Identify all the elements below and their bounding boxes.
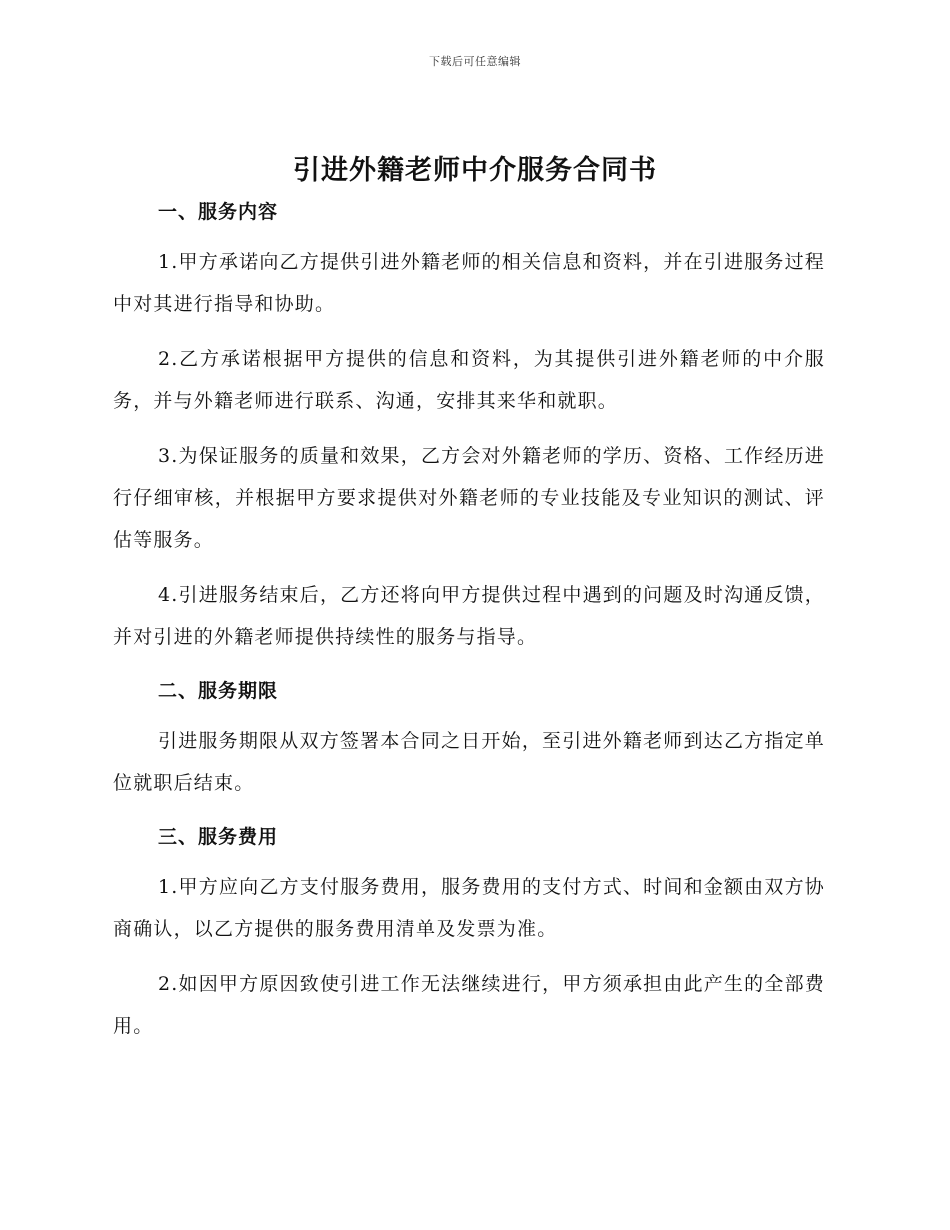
paragraph: 1.甲方应向乙方支付服务费用，服务费用的支付方式、时间和金额由双方协商确认，以乙方提供的服务费用清单及发票为准。 [113, 876, 825, 940]
paragraph: 3.为保证服务的质量和效果，乙方会对外籍老师的学历、资格、工作经历进行仔细审核，并根据甲方要求提供对外籍老师的专业技能及专业知识的测试、评估等服务。 [113, 445, 825, 551]
paragraph: 2.乙方承诺根据甲方提供的信息和资料，为其提供引进外籍老师的中介服务，并与外籍老师进行联系、沟通，安排其来华和就职。 [113, 348, 825, 412]
section-heading-service-period: 二、服务期限 [158, 680, 279, 702]
document-title: 引进外籍老师中介服务合同书 [293, 155, 657, 186]
document-body [113, 196, 825, 1047]
header-note: 下载后可任意编辑 [429, 55, 521, 68]
paragraph: 引进服务期限从双方签署本合同之日开始，至引进外籍老师到达乙方指定单位就职后结束。 [113, 730, 825, 794]
paragraph: 4.引进服务结束后，乙方还将向甲方提供过程中遇到的问题及时沟通反馈，并对引进的外籍老师提供持续性的服务与指导。 [113, 584, 825, 648]
paragraph: 1.甲方承诺向乙方提供引进外籍老师的相关信息和资料，并在引进服务过程中对其进行指导和协助。 [113, 251, 825, 315]
paragraph: 2.如因甲方原因致使引进工作无法继续进行，甲方须承担由此产生的全部费用。 [113, 973, 825, 1037]
section-heading-service-content: 一、服务内容 [158, 201, 279, 223]
section-heading-service-fee: 三、服务费用 [158, 826, 279, 848]
